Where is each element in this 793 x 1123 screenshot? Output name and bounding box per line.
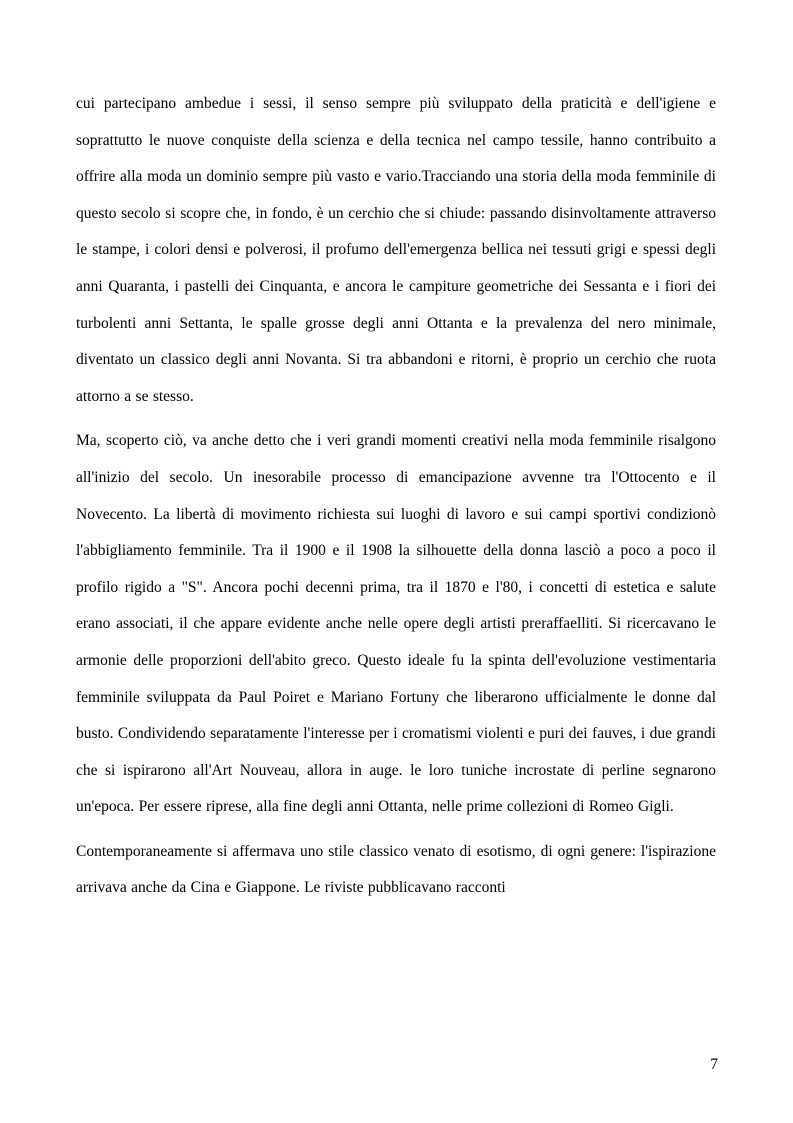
page-number: 7 xyxy=(710,1056,718,1073)
body-text xyxy=(76,86,716,915)
paragraph-3: Contemporaneamente si affermava uno stile classico venato di esotismo, di ogni genere: l'ispirazione arrivava anche da Cina e Giappone. Le riviste pubblicavano racconti xyxy=(76,842,716,897)
paragraph-2: Ma, scoperto ciò, va anche detto che i veri grandi momenti creativi nella moda femminile risalgono all'inizio del secolo. Un inesorabile processo di emancipazione avvenne tra l'Ottocento e il Novecento. La libertà di movimento richiesta sui luoghi di lavoro e sui campi sportivi condizionò l'abbigliamento femminile. Tra il 1900 e il 1908 la silhouette della donna lasciò a poco a poco il profilo rigido a "S". Ancora pochi decenni prima, tra il 1870 e l'80, i concetti di estetica e salute erano associati, il che appare evidente anche nelle opere degli artisti preraffaelliti. Si ricercavano le armonie delle proporzioni dell'abito greco. Questo ideale fu la spinta dell'evoluzione vestimentaria femminile sviluppata da Paul Poiret e Mariano Fortuny che liberarono ufficialmente le donne dal busto. Condividendo separatamente l'interesse per i cromatismi violenti e puri dei fauves, i due grandi che si ispirarono all'Art Nouveau, allora in auge. le loro tuniche incrostate di perline segnarono un'epoca. Per essere riprese, alla fine degli anni Ottanta, nelle prime collezioni di Romeo Gigli. xyxy=(76,432,716,816)
paragraph-1: cui partecipano ambedue i sessi, il senso sempre più sviluppato della praticità e dell'igiene e soprattutto le nuove conquiste della scienza e della tecnica nel campo tessile, hanno contribuito a offrire alla moda un dominio sempre più vasto e vario.Tracciando una storia della moda femminile di questo secolo si scopre che, in fondo, è un cerchio che si chiude: passando disinvoltamente attraverso le stampe, i colori densi e polverosi, il profumo dell'emergenza bellica nei tessuti grigi e spessi degli anni Quaranta, i pastelli dei Cinquanta, e ancora le campiture geometriche dei Sessanta e i fiori dei turbolenti anni Settanta, le spalle grosse degli anni Ottanta e la prevalenza del nero minimale, diventato un classico degli anni Novanta. Si tra abbandoni e ritorni, è proprio un cerchio che ruota attorno a se stesso. xyxy=(76,95,716,405)
